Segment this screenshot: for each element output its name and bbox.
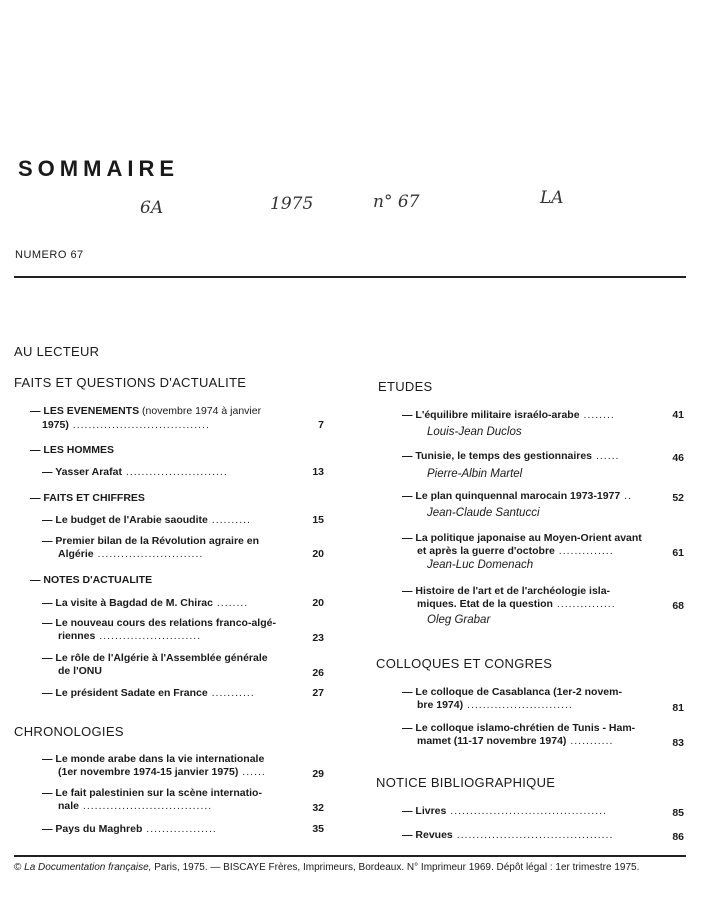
- entry-title: riennes: [58, 630, 96, 642]
- entry-title: Algérie: [58, 548, 94, 560]
- entry-title: miques. Etat de la question: [417, 598, 553, 610]
- toc-entry-bilan: — Premier bilan de la Révolution agraire en: [42, 535, 260, 547]
- toc-entry-revues: — Revues ........................................: [402, 829, 614, 841]
- entry-title: — Yasser Arafat: [42, 466, 122, 478]
- toc-entry-sadate: — Le président Sadate en France ...........: [42, 687, 255, 699]
- bottom-divider: [14, 855, 686, 857]
- page-number: 23: [312, 632, 324, 644]
- page-number: 35: [312, 823, 324, 835]
- entry-title: — Pays du Maghreb: [42, 823, 143, 835]
- entry-title: — Le budget de l'Arabie saoudite: [42, 514, 208, 526]
- entry-title: bre 1974): [417, 699, 464, 711]
- page-number: 46: [672, 452, 684, 464]
- author: Jean-Claude Santucci: [427, 507, 540, 519]
- page-number: 68: [672, 600, 684, 612]
- section-chronologies: CHRONOLOGIES: [14, 724, 124, 739]
- toc-entry-arafat: — Yasser Arafat ..........................: [42, 466, 228, 478]
- entry-title: — Revues: [402, 829, 453, 841]
- toc-entry-evenements-line2: 1975) ...................................: [42, 419, 210, 431]
- toc-entry-role: — Le rôle de l'Algérie à l'Assemblée générale: [42, 652, 268, 664]
- toc-entry-cours-line2: riennes ..........................: [58, 630, 202, 642]
- colophon: [14, 862, 639, 873]
- toc-entry-histoire-line2: miques. Etat de la question ...............: [417, 598, 616, 610]
- page-number: 52: [672, 492, 684, 504]
- toc-heading-notes: — NOTES D'ACTUALITE: [30, 574, 153, 586]
- toc-entry-cours: — Le nouveau cours des relations franco-algé-: [42, 617, 276, 629]
- section-au-lecteur: AU LECTEUR: [14, 344, 100, 359]
- page-number: 27: [312, 687, 324, 699]
- author: Jean-Luc Domenach: [427, 559, 534, 571]
- page-number: 32: [312, 802, 324, 814]
- entry-title: — LES EVENEMENTS: [30, 405, 140, 417]
- author: Louis-Jean Duclos: [427, 426, 522, 438]
- page-number: 29: [312, 768, 324, 780]
- toc-entry-visite: — La visite à Bagdad de M. Chirac ........: [42, 597, 249, 609]
- toc-entry-japon: — La politique japonaise au Moyen-Orient avant: [402, 532, 642, 544]
- toc-entry-role-line2: de l'ONU: [58, 665, 102, 677]
- toc-entry-budget: — Le budget de l'Arabie saoudite ..........: [42, 514, 251, 526]
- top-divider: [14, 276, 686, 278]
- page-number: 41: [672, 409, 684, 421]
- page-number: 81: [672, 702, 684, 714]
- toc-entry-casablanca-line2: bre 1974) ...........................: [417, 699, 573, 711]
- author: Pierre-Albin Martel: [427, 468, 523, 480]
- page-number: 26: [312, 667, 324, 679]
- toc-entry-plan: — Le plan quinquennal marocain 1973-1977 ..: [402, 490, 632, 502]
- toc-entry-evenements: [30, 405, 261, 418]
- colophon-text: Paris, 1975. — BISCAYE Frères, Imprimeurs, Bordeaux. N° Imprimeur 1969. Dépôt légal : 1er trimestre 1975.: [154, 862, 640, 873]
- toc-entry-equilibre: — L'équilibre militaire israélo-arabe ........: [402, 409, 615, 421]
- toc-entry-monde-line2: (1er novembre 1974-15 janvier 1975) ......: [58, 766, 266, 778]
- toc-entry-livres: — Livres ........................................: [402, 805, 607, 817]
- page-title: SOMMAIRE: [18, 156, 179, 181]
- handwritten-note-1: 6A: [140, 198, 164, 218]
- toc-entry-casablanca: — Le colloque de Casablanca (1er-2 novem-: [402, 686, 622, 698]
- entry-title: et après la guerre d'octobre: [417, 545, 555, 557]
- section-colloques: COLLOQUES ET CONGRES: [376, 656, 553, 671]
- toc-entry-maghreb: — Pays du Maghreb ..................: [42, 823, 217, 835]
- entry-title: — Le plan quinquennal marocain 1973-1977: [402, 490, 621, 502]
- copyright-symbol: ©: [14, 862, 22, 873]
- entry-title: — Le président Sadate en France: [42, 687, 208, 699]
- page-number: 13: [312, 466, 324, 478]
- entry-title: (1er novembre 1974-15 janvier 1975): [58, 766, 239, 778]
- toc-entry-histoire: — Histoire de l'art et de l'archéologie isla-: [402, 585, 611, 597]
- section-etudes: ETUDES: [378, 379, 433, 394]
- entry-title: — Tunisie, le temps des gestionnaires: [402, 450, 593, 462]
- entry-title: — L'équilibre militaire israélo-arabe: [402, 409, 580, 421]
- page-number: 20: [312, 597, 324, 609]
- section-notice: NOTICE BIBLIOGRAPHIQUE: [376, 775, 556, 790]
- publisher: La Documentation française,: [24, 862, 152, 873]
- entry-title: — Livres: [402, 805, 447, 817]
- page-number: 61: [672, 547, 684, 559]
- page-number: 86: [672, 831, 684, 843]
- toc-entry-palestinien: — Le fait palestinien sur la scène internatio-: [42, 787, 262, 799]
- toc-heading-hommes: — LES HOMMES: [30, 444, 115, 456]
- issue-number: NUMERO 67: [15, 249, 84, 261]
- author: Oleg Grabar: [427, 614, 491, 626]
- toc-entry-monde: — Le monde arabe dans la vie internationale: [42, 753, 265, 765]
- page-number: 83: [672, 737, 684, 749]
- toc-entry-tunis: — Le colloque islamo-chrétien de Tunis - Ham-: [402, 722, 636, 734]
- entry-title: 1975): [42, 419, 69, 431]
- toc-entry-tunisie: — Tunisie, le temps des gestionnaires ......: [402, 450, 620, 462]
- toc-entry-palestinien-line2: nale .................................: [58, 800, 213, 812]
- handwritten-note-4: LA: [540, 188, 564, 208]
- section-faits-questions: FAITS ET QUESTIONS D'ACTUALITE: [14, 375, 247, 390]
- page-number: 85: [672, 807, 684, 819]
- toc-entry-tunis-line2: mamet (11-17 novembre 1974) ...........: [417, 735, 614, 747]
- page-number: 7: [318, 419, 324, 431]
- toc-entry-bilan-line2: Algérie ...........................: [58, 548, 204, 560]
- handwritten-note-3: n° 67: [373, 192, 420, 212]
- toc-heading-faits-chiffres: — FAITS ET CHIFFRES: [30, 492, 145, 504]
- page-number: 15: [312, 514, 324, 526]
- handwritten-note-2: 1975: [270, 194, 314, 214]
- entry-title: — La visite à Bagdad de M. Chirac: [42, 597, 213, 609]
- toc-entry-japon-line2: et après la guerre d'octobre ..............: [417, 545, 614, 557]
- entry-title-cont: (novembre 1974 à janvier: [142, 405, 262, 417]
- page-number: 20: [312, 548, 324, 560]
- entry-title: mamet (11-17 novembre 1974): [417, 735, 567, 747]
- entry-title: nale: [58, 800, 80, 812]
